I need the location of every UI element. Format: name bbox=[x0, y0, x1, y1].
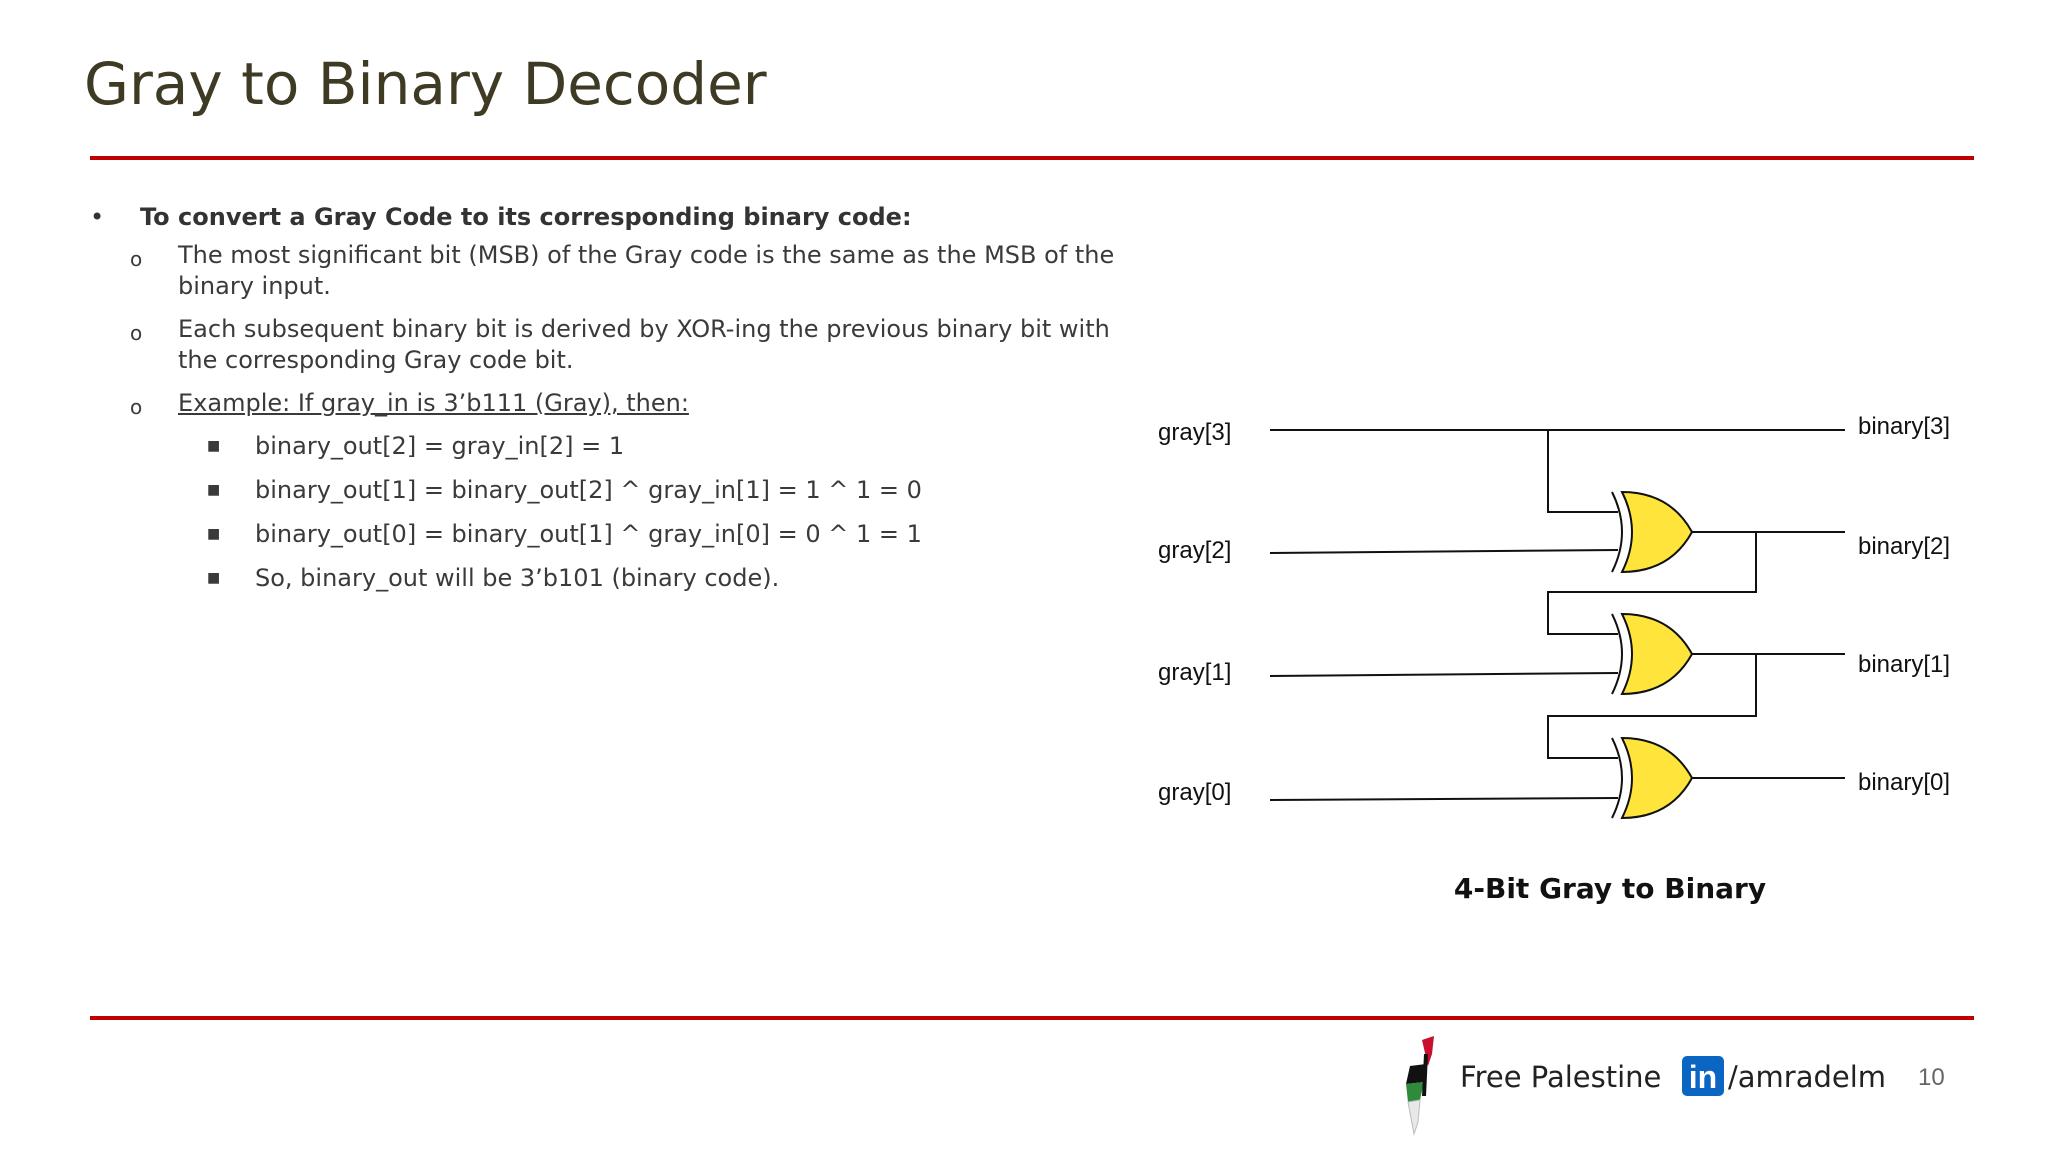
bottom-divider bbox=[90, 1016, 1974, 1020]
free-palestine-text: Free Palestine bbox=[1460, 1060, 1662, 1094]
square-marker: ■ bbox=[207, 526, 221, 542]
sub-item bbox=[90, 240, 1120, 302]
input-label-gray2: gray[2] bbox=[1158, 537, 1232, 564]
diagram-caption: 4-Bit Gray to Binary bbox=[1453, 872, 1767, 905]
circle-marker: o bbox=[130, 395, 143, 419]
example-item bbox=[90, 431, 1120, 462]
example-item-text: binary_out[2] = gray_in[2] = 1 bbox=[255, 432, 625, 460]
example-item-text: binary_out[0] = binary_out[1] ^ gray_in[0] = 0 ^ 1 = 1 bbox=[255, 520, 922, 548]
page-number: 10 bbox=[1918, 1064, 1945, 1091]
sub-item bbox=[90, 388, 1120, 419]
output-label-binary3: binary[3] bbox=[1858, 413, 1951, 440]
linkedin-icon: in bbox=[1682, 1056, 1724, 1096]
example-item bbox=[90, 475, 1120, 506]
xor-gate-1 bbox=[1612, 614, 1692, 694]
wire-msb-tap bbox=[1548, 430, 1618, 512]
input-label-gray0: gray[0] bbox=[1158, 779, 1232, 806]
square-marker: ■ bbox=[207, 482, 221, 498]
output-label-binary1: binary[1] bbox=[1858, 651, 1951, 678]
main-bullet bbox=[90, 200, 1120, 234]
circle-marker: o bbox=[130, 321, 143, 345]
gray-to-binary-circuit bbox=[1140, 390, 1970, 830]
wire-gray2 bbox=[1270, 550, 1618, 553]
xor-gate-0 bbox=[1612, 738, 1692, 818]
main-bullet-text: To convert a Gray Code to its corresponding binary code: bbox=[140, 203, 912, 231]
square-marker: ■ bbox=[207, 438, 221, 454]
bullet-marker: • bbox=[90, 203, 105, 231]
sub-item-text: The most significant bit (MSB) of the Gray code is the same as the MSB of the binary input. bbox=[178, 241, 1115, 300]
input-label-gray1: gray[1] bbox=[1158, 659, 1232, 686]
xor-gate-2 bbox=[1612, 492, 1692, 572]
example-item bbox=[90, 519, 1120, 550]
example-item bbox=[90, 563, 1120, 594]
example-heading: Example: If gray_in is 3’b111 (Gray), then: bbox=[178, 389, 689, 417]
output-label-binary0: binary[0] bbox=[1858, 769, 1951, 796]
example-item-text: binary_out[1] = binary_out[2] ^ gray_in[1] = 1 ^ 1 = 0 bbox=[255, 476, 922, 504]
square-marker: ■ bbox=[207, 570, 221, 586]
slide-content bbox=[90, 200, 1120, 607]
sub-item bbox=[90, 314, 1120, 376]
linkedin-handle: /amradelm bbox=[1728, 1060, 1887, 1094]
sub-item-text: Each subsequent binary bit is derived by XOR-ing the previous binary bit with the corresponding Gray code bit. bbox=[178, 315, 1110, 374]
wire-gray1 bbox=[1270, 673, 1618, 676]
palestine-map-flag-icon bbox=[1400, 1036, 1442, 1136]
example-item-text: So, binary_out will be 3’b101 (binary code). bbox=[255, 564, 780, 592]
circle-marker: o bbox=[130, 247, 143, 271]
slide-title: Gray to Binary Decoder bbox=[84, 50, 767, 118]
wire-gray0 bbox=[1270, 798, 1618, 800]
top-divider bbox=[90, 156, 1974, 160]
output-label-binary2: binary[2] bbox=[1858, 533, 1951, 560]
input-label-gray3: gray[3] bbox=[1158, 419, 1232, 446]
